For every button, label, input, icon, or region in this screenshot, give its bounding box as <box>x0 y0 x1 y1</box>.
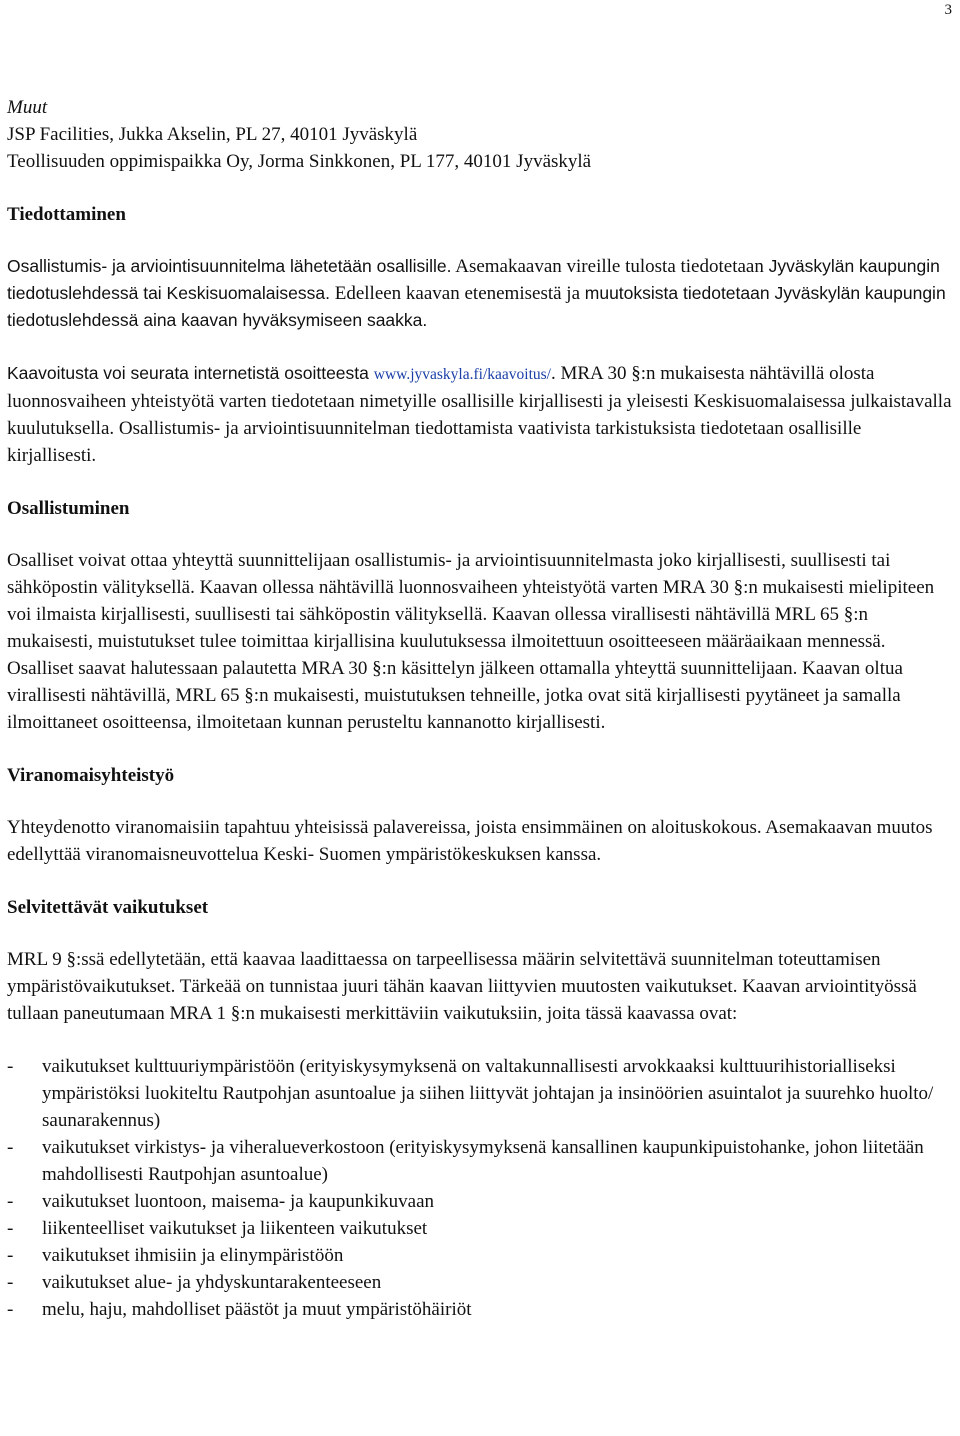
list-item-text: liikenteelliset vaikutukset ja liikenteen vaikutukset <box>42 1218 428 1239</box>
dash-bullet: - <box>7 1272 14 1293</box>
dash-bullet: - <box>7 1191 14 1212</box>
kaavoitus-link[interactable]: www.jyvaskyla.fi/kaavoitus/ <box>373 366 551 383</box>
list-item <box>7 1053 953 1134</box>
heading-selvitettavat-vaikutukset: Selvitettävät vaikutukset <box>7 897 209 918</box>
dash-bullet: - <box>7 1299 14 1320</box>
text-segment: muutoksista tiedotetaan Jyväskylän kaupungin tiedotuslehdessä aina kaavan hyväksymiseen saakka. <box>7 283 946 330</box>
paragraph-selvitettavat: MRL 9 §:ssä edellytetään, että kaavaa laadittaessa on tarpeellisessa määrin selvitettävä suunnitelman toteuttamisen ympäristövaikutukset. Tärkeää on tunnistaa juuri tähän kaavan liittyvien muutosten vaikutukset. Kaavan arviointityössä tullaan paneutumaan MRA 1 §:n mukaisesti merkittäviin vaikutuksiin, joita tässä kaavassa ovat: <box>7 949 917 1024</box>
list-item <box>7 1134 953 1188</box>
list-item <box>7 1242 953 1269</box>
list-item-text: vaikutukset kulttuuriympäristöön (erityiskysymyksenä on valtakunnallisesti arvokkaaksi kulttuurihistorialliseksi ympäristöksi luokiteltu Rautpohjan asuntoalue ja siihen liittyvät johtajan ja insinöörien asuintalot ja suurehko huolto/ saunarakennus) <box>42 1056 934 1131</box>
paragraph-osallistuminen: Osalliset voivat ottaa yhteyttä suunnittelijaan osallistumis- ja arviointisuunnitelmasta joko kirjallisesti, suullisesti tai sähköpostin välityksellä. Kaavan ollessa nähtävillä luonnosvaiheen yhteistyötä varten MRA 30 §:n mukaisesti mielipiteen voi ilmaista kirjallisesti, suullisesti tai sähköpostin välityksellä. Kaavan ollessa virallisesti nähtävillä MRL 65 §:n mukaisesti, muistutukset tulee toimittaa kirjallisina kuulutuksessa ilmoitettuun osoitteeseen määräaikaan mennessä. Osalliset saavat halutessaan palautetta MRA 30 §:n käsittelyn jälkeen ottamalla yhteyttä suunnittelijaan. Kaavan oltua virallisesti nähtävillä, MRL 65 §:n mukaisesti, muistutuksen tehneille, jotka ovat sitä kirjallisesti pyytäneet ja samalla ilmoittaneet osoitteensa, ilmoitetaan kunnan perusteltu kannanotto kirjallisesti. <box>7 550 935 733</box>
section-title-muut: Muut <box>7 97 48 118</box>
heading-tiedottaminen: Tiedottaminen <box>7 204 126 225</box>
list-item <box>7 1215 953 1242</box>
list-item-text: melu, haju, mahdolliset päästöt ja muut ympäristöhäiriöt <box>42 1299 472 1320</box>
text-segment: Osallistumis- ja arviointisuunnitelma lähetetään osallisille. <box>7 256 452 276</box>
paragraph-tiedottaminen-1 <box>7 253 953 334</box>
paragraph-viranomaisyhteistyo: Yhteydenotto viranomaisiin tapahtuu yhteisissä palavereissa, joista ensimmäinen on aloituskokous. Asemakaavan muutos edellyttää viranomaisneuvottelua Keski- Suomen ympäristökeskuksen kanssa. <box>7 817 933 865</box>
dash-bullet: - <box>7 1245 14 1266</box>
text-segment: Kaavoitusta voi seurata internetistä osoitteesta <box>7 363 374 383</box>
list-item <box>7 1269 953 1296</box>
paragraph-tiedottaminen-2 <box>7 360 953 469</box>
impacts-list <box>7 1053 953 1323</box>
contact-line-2: Teollisuuden oppimispaikka Oy, Jorma Sinkkonen, PL 177, 40101 Jyväskylä <box>7 151 592 172</box>
contact-line-1: JSP Facilities, Jukka Akselin, PL 27, 40101 Jyväskylä <box>7 124 418 145</box>
dash-bullet: - <box>7 1218 14 1239</box>
text-segment: Jyväskylän kaupungin tiedotuslehdessä tai Keskisuomalaisessa. <box>7 256 940 303</box>
page-number: 3 <box>944 2 952 18</box>
list-item-text: vaikutukset ihmisiin ja elinympäristöön <box>42 1245 344 1266</box>
document-body <box>7 94 953 1323</box>
dash-bullet: - <box>7 1056 14 1077</box>
section-muut <box>7 94 953 175</box>
list-item <box>7 1296 953 1323</box>
list-item-text: vaikutukset luontoon, maisema- ja kaupunkikuvaan <box>42 1191 435 1212</box>
heading-osallistuminen: Osallistuminen <box>7 498 130 519</box>
text-segment: Asemakaavan vireille tulosta tiedotetaan <box>451 256 769 277</box>
list-item-text: vaikutukset virkistys- ja viheralueverkostoon (erityiskysymyksenä kansallinen kaupunkipuistohanke, johon liitetään mahdollisesti Rautpohjan asuntoalue) <box>42 1137 924 1185</box>
text-segment: . MRA 30 §:n mukaisesta nähtävillä olosta luonnosvaiheen yhteistyötä varten tiedotetaan nimetyille osallisille kirjallisesti ja yleisesti Keskisuomalaisessa julkaistavalla kuulutuksella. Osallistumis- ja arviointisuunnitelman tiedottamista vaativista tarkistuksista tiedotetaan osallisille kirjallisesti. <box>7 363 952 466</box>
dash-bullet: - <box>7 1137 14 1158</box>
list-item <box>7 1188 953 1215</box>
heading-viranomaisyhteistyo: Viranomaisyhteistyö <box>7 765 175 786</box>
text-segment: Edelleen kaavan etenemisestä ja <box>329 283 585 304</box>
list-item-text: vaikutukset alue- ja yhdyskuntarakenteeseen <box>42 1272 382 1293</box>
